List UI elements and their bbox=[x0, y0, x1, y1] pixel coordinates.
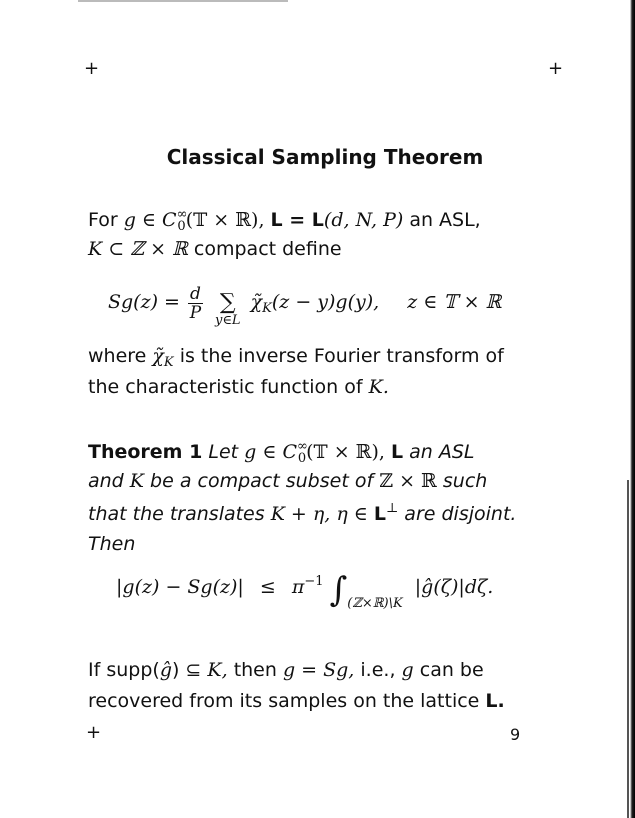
intro-asl: an ASL, bbox=[409, 209, 481, 231]
intro-space: (𝕋 × ℝ), bbox=[185, 209, 265, 231]
theorem-then: Then bbox=[88, 533, 136, 555]
scan-right-shadow bbox=[627, 480, 629, 818]
conclusion-recovered: recovered from its samples on the lattice bbox=[88, 690, 480, 712]
intro-line-2 bbox=[88, 238, 342, 260]
theorem-line-1 bbox=[88, 439, 475, 466]
eq1-frac-num: d bbox=[190, 283, 201, 304]
page-number: 9 bbox=[510, 725, 521, 744]
corner-mark-top-left: + bbox=[84, 58, 100, 79]
theorem-perp: ⊥ bbox=[386, 501, 399, 516]
theorem-line-3 bbox=[88, 501, 516, 525]
theorem-sup-infinity: ∞ bbox=[297, 439, 308, 454]
eq1-frac-den: P bbox=[189, 302, 202, 323]
intro-sub-zero: 0 bbox=[177, 219, 186, 234]
where-K: K. bbox=[368, 376, 389, 398]
eq1-chi: χ̃ bbox=[250, 291, 263, 313]
theorem-and: and bbox=[88, 470, 124, 492]
conclusion-if-supp: If supp( bbox=[88, 659, 160, 681]
theorem-such: such bbox=[442, 470, 488, 492]
where-start: where bbox=[88, 345, 147, 367]
intro-lattice-args: (d, N, P) bbox=[323, 209, 404, 231]
intro-K-subset: K ⊂ ℤ × ℝ bbox=[88, 238, 188, 260]
conclusion-g: g bbox=[401, 659, 414, 681]
intro-lattice-L: L = L bbox=[270, 209, 324, 231]
eq1-sum-limit: y∈L bbox=[214, 313, 241, 328]
conclusion-ghat: ĝ bbox=[159, 659, 172, 681]
conclusion-can-be: can be bbox=[419, 659, 484, 681]
eq1-chi-sub: K bbox=[262, 301, 272, 316]
theorem-g-in-c: g ∈ C bbox=[244, 441, 297, 463]
error-bound-equation bbox=[116, 570, 493, 611]
eq2-integral: ∫ bbox=[329, 570, 348, 610]
eq2-integrand: |ĝ(ζ)|dζ. bbox=[414, 576, 494, 598]
eq2-leq: ≤ bbox=[259, 576, 276, 598]
where-line-1 bbox=[88, 345, 504, 370]
theorem-L-perp: L bbox=[373, 503, 387, 525]
theorem-let: Let bbox=[208, 441, 239, 463]
scan-top-line bbox=[78, 0, 288, 2]
theorem-disjoint: are disjoint. bbox=[404, 503, 517, 525]
theorem-label: Theorem 1 bbox=[88, 441, 203, 463]
eq1-sum bbox=[214, 290, 241, 330]
theorem-set: ℤ × ℝ bbox=[379, 470, 437, 492]
where-chi: χ̃ bbox=[152, 345, 164, 367]
conclusion-K: K, bbox=[207, 659, 228, 681]
eq1-lhs: Sg(z) = bbox=[108, 291, 180, 313]
conclusion-subseteq: ) ⊆ bbox=[171, 659, 202, 681]
theorem-line-2 bbox=[88, 470, 487, 492]
corner-mark-bottom-left: + bbox=[86, 722, 102, 743]
conclusion-line-1 bbox=[88, 659, 484, 681]
intro-line-1 bbox=[88, 207, 481, 234]
where-line-2 bbox=[88, 376, 389, 398]
conclusion-L: L. bbox=[485, 690, 505, 712]
conclusion-line-2 bbox=[88, 690, 505, 712]
eq1-term-rest: (z − y)g(y), bbox=[271, 291, 380, 313]
corner-mark-top-right: + bbox=[548, 58, 564, 79]
theorem-an-asl: an ASL bbox=[409, 441, 475, 463]
sampling-equation bbox=[108, 276, 501, 330]
theorem-compact-subset: be a compact subset of bbox=[150, 470, 374, 492]
conclusion-g-eq-sg: g = Sg, bbox=[282, 659, 355, 681]
where-chi-sub: K bbox=[163, 355, 174, 370]
theorem-K: K bbox=[129, 470, 144, 492]
theorem-space: (𝕋 × ℝ), bbox=[306, 441, 385, 463]
theorem-translates: that the translates bbox=[88, 503, 265, 525]
intro-sup-infinity: ∞ bbox=[176, 207, 188, 222]
theorem-sub-zero: 0 bbox=[297, 451, 307, 466]
scan-right-edge bbox=[630, 0, 635, 818]
eq2-pi-exp: −1 bbox=[304, 574, 324, 589]
eq2-pi: π bbox=[291, 576, 305, 598]
intro-for: For bbox=[88, 209, 118, 231]
conclusion-ie: i.e., bbox=[360, 659, 396, 681]
conclusion-then: then bbox=[233, 659, 277, 681]
theorem-L: L bbox=[390, 441, 404, 463]
theorem-translate-math: K + η, η ∈ bbox=[270, 503, 368, 525]
theorem-line-4 bbox=[88, 533, 135, 555]
intro-g-in-c: g ∈ C bbox=[123, 209, 177, 231]
eq2-integral-limit: (ℤ×ℝ)\K bbox=[347, 596, 403, 611]
page-title: Classical Sampling Theorem bbox=[166, 145, 484, 169]
eq1-domain: z ∈ 𝕋 × ℝ bbox=[407, 291, 502, 313]
intro-compact-define: compact define bbox=[193, 238, 342, 260]
eq2-lhs: |g(z) − Sg(z)| bbox=[116, 576, 244, 598]
eq1-fraction bbox=[188, 285, 203, 322]
eq1-sum-sign: ∑ bbox=[219, 290, 236, 315]
where-end: is the inverse Fourier transform of bbox=[179, 345, 504, 367]
where-line-2-text: the characteristic function of bbox=[88, 376, 363, 398]
